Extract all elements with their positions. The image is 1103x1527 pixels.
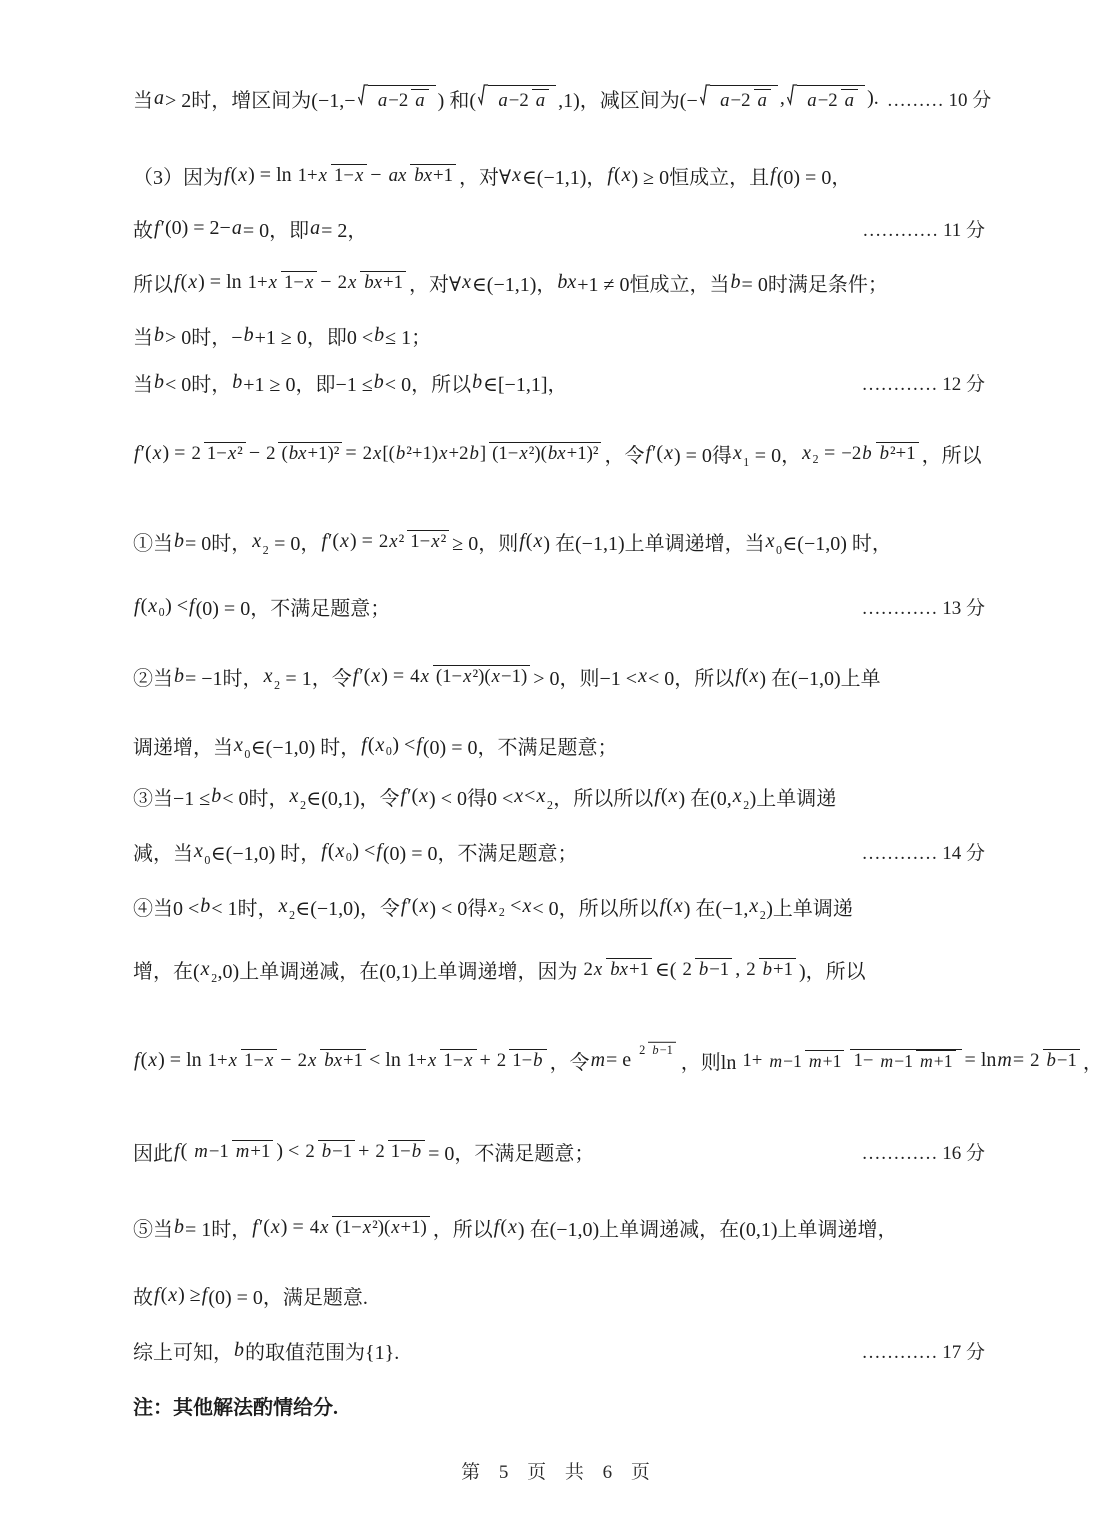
line-formula: f ( x ₀) < f (0) = 0，不满足题意；: [134, 594, 391, 620]
line-formula: 因此 f ( m −1 m +1 ) < 2 b −1 + 2 1− b = 0，不满足题意；: [133, 1139, 595, 1165]
solution-line: [133, 1378, 985, 1433]
line-formula: f ′( x ) = 2 1− x ² − 2 ( bx +1)² = 2 x [( b ²+1) x +2 b ] (1− x ²)( bx +1)² ，令 f ′( x ) = 0得 x ₁ = 0， x ₂ = −2 b b ²+1 ，所以: [134, 442, 982, 467]
solution-line: [133, 631, 985, 721]
line-formula: ⑤当 b = 1时， f ′( x ) = 4 x (1− x ²)( x +1) ，所以 f ( x ) 在(−1,0)上单调递减，在(0,1)上单调递增，: [133, 1215, 898, 1241]
radical-sign-icon: [358, 84, 368, 105]
line-formula: （3）因为 f ( x ) = ln 1+ x 1− x − ax bx +1 ，对∀ x ∈(−1,1)， f ( x ) ≥ 0恒成立，且 f (0) = 0，: [133, 163, 852, 189]
score-marker: ………… 13 分: [861, 597, 985, 619]
solution-line: [133, 501, 985, 581]
solution-line: [133, 769, 985, 824]
line-formula: 减，当 x ₀∈(−1,0) 时， f ( x ₀) < f (0) = 0，不满足题意；: [133, 840, 578, 865]
solution-line: [133, 1116, 985, 1186]
score-marker: ……… 10 分: [886, 89, 992, 111]
solution-line: [133, 879, 985, 934]
solution-line: [133, 358, 985, 406]
solution-line: [133, 1004, 1103, 1116]
score-marker: ………… 12 分: [861, 373, 985, 395]
solution-lines: [133, 52, 1103, 1433]
solution-line: [133, 251, 985, 313]
line-formula: 当 b < 0时， b +1 ≥ 0，即−1 ≤ b < 0，所以 b ∈[−1,1]，: [133, 370, 568, 396]
solution-line: [133, 934, 985, 1004]
score-marker: ………… 17 分: [861, 1342, 985, 1363]
solution-line: [133, 1323, 985, 1378]
line-formula: 故 f ( x ) ≥ f (0) = 0，满足题意.: [133, 1284, 368, 1309]
solution-line: [133, 206, 985, 251]
line-formula: ④当0 < b < 1时， x ₂∈(−1,0)，令 f ′( x ) < 0得 x ₂ < x < 0，所以所以 f ( x ) 在(−1, x ₂)上单调递: [133, 895, 853, 920]
solution-line: [133, 1186, 985, 1268]
radical-sign-icon: [700, 84, 710, 105]
score-marker: ………… 11 分: [862, 220, 985, 241]
line-formula: 综上可知， b 的取值范围为{1}.: [133, 1339, 400, 1364]
radical-sign-icon: [787, 84, 797, 105]
solution-line: [133, 721, 985, 769]
solution-line: [133, 52, 992, 144]
line-formula: 注：其他解法酌情给分.: [133, 1397, 338, 1419]
line-formula: 增，在( x ₂,0)上单调递减，在(0,1)上单调递增，因为 2 x bx +1 ∈( 2 b −1 , 2 b +1 )，所以: [133, 957, 866, 983]
line-formula: 当 a > 2时，增区间为(−1,− a −2 a ) 和( a −2 a ,1)，减区间为(− a −2 a , a −2 a ).: [133, 84, 879, 113]
page-footer: 第 5 页 共 6 页: [461, 1462, 657, 1483]
line-formula: ②当 b = −1时， x ₂ = 1，令 f ′( x ) = 4 x (1− x ²)( x −1) > 0，则−1 < x < 0，所以 f ( x ) 在(−1,0)上单: [133, 664, 881, 690]
solution-line: [133, 824, 985, 879]
solution-line: [133, 581, 985, 631]
line-formula: 调递增，当 x ₀∈(−1,0) 时， f ( x ₀) < f (0) = 0，不满足题意；: [133, 733, 618, 759]
score-marker: ………… 14 分: [861, 843, 985, 864]
line-formula: 当 b > 0时，− b +1 ≥ 0，即0 < b ≤ 1；: [133, 324, 432, 349]
solution-line: [133, 406, 985, 501]
line-formula: ①当 b = 0时， x ₂ = 0， f ′( x ) = 2 x ² 1− x ² ≥ 0，则 f ( x ) 在(−1,1)上单调递增，当 x ₀∈(−1,0) 时，: [133, 529, 892, 555]
solution-line: [133, 313, 985, 358]
line-formula: 故 f ′(0) = 2− a = 0，即 a = 2，: [133, 217, 368, 242]
radical-sign-icon: [478, 84, 488, 105]
line-formula: f ( x ) = ln 1+ x 1− x − 2 x bx +1 < ln 1+ x 1− x + 2 1− b ，令 m = e 2 b −1 ，则ln 1+ m −1 m +1 1− m −1 m +1 = ln m = 2 b −1 ，: [134, 1042, 1103, 1074]
score-marker: ………… 16 分: [861, 1142, 985, 1164]
solution-line: [133, 144, 985, 206]
line-formula: 所以 f ( x ) = ln 1+ x 1− x − 2 x bx +1 ，对∀ x ∈(−1,1)， bx +1 ≠ 0恒成立，当 b = 0时满足条件；: [133, 270, 888, 296]
line-formula: ③当−1 ≤ b < 0时， x ₂∈(0,1)，令 f ′( x ) < 0得0 < x < x ₂，所以所以 f ( x ) 在(0, x ₂)上单调递: [133, 785, 837, 810]
solution-line: [133, 1268, 985, 1323]
